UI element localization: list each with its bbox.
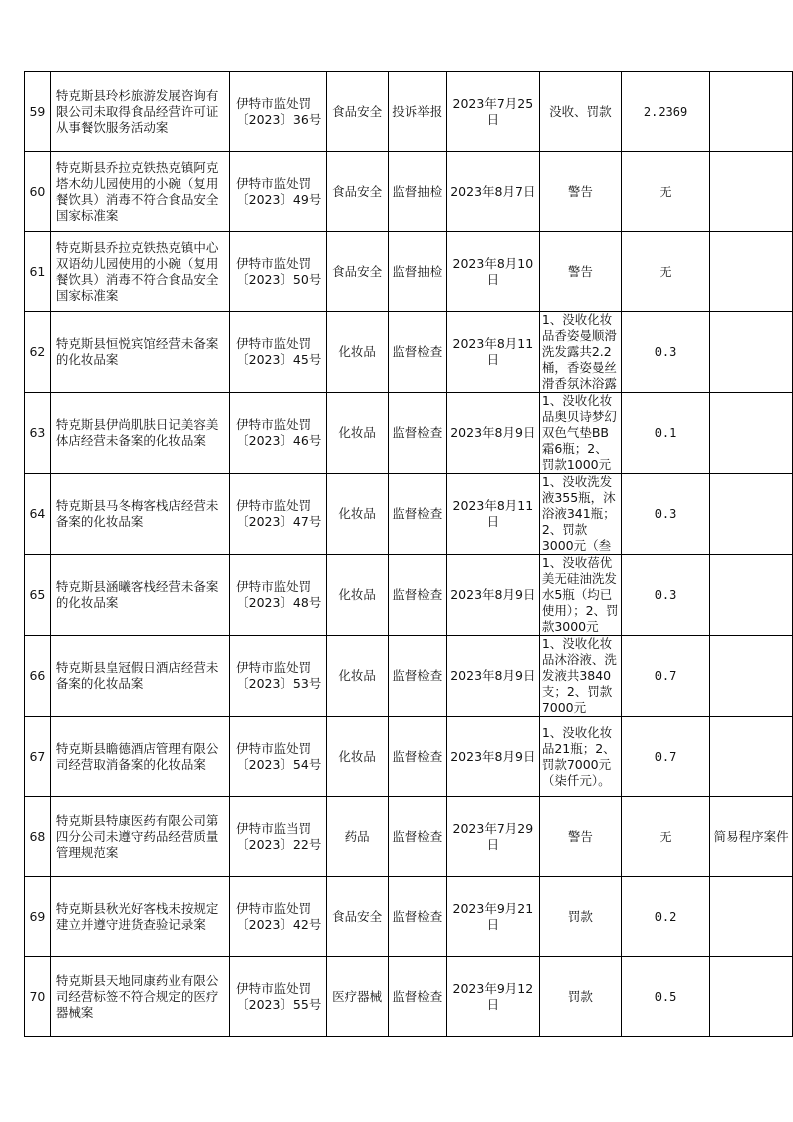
penalty-date-cell-text: 2023年8月9日 — [450, 748, 536, 764]
case-number-cell-text: 67 — [29, 748, 46, 764]
category-cell-text: 化妆品 — [338, 587, 376, 602]
case-number-cell-text: 64 — [29, 506, 46, 521]
remark-cell — [710, 797, 793, 877]
fine-amount-cell-text: 0.3 — [654, 507, 677, 521]
penalty-result-cell-text: 1、没收化妆品21瓶；2、罚款7000元（柒仟元）。 — [541, 724, 616, 788]
document-number-cell-text: 伊特市监处罚〔2023〕48号 — [236, 579, 322, 610]
penalty-date-cell — [446, 957, 539, 1037]
case-number-cell — [25, 877, 51, 957]
case-source-cell — [388, 474, 446, 555]
document-number-cell-text: 伊特市监处罚〔2023〕49号 — [236, 175, 322, 207]
penalty-date-cell — [446, 72, 539, 152]
case-name-cell — [50, 232, 229, 312]
case-name-cell-text: 特克斯县马冬梅客栈店经营未备案的化妆品案 — [55, 498, 219, 529]
case-number-cell-text: 59 — [29, 103, 46, 119]
category-cell — [326, 555, 388, 636]
penalty-result-cell-text: 警告 — [567, 183, 593, 199]
case-name-cell — [50, 312, 229, 393]
penalty-date-cell-text: 2023年7月29日 — [452, 820, 534, 852]
case-source-cell — [388, 152, 446, 232]
fine-amount-cell — [621, 797, 709, 877]
case-source-cell-text: 监督检查 — [392, 988, 443, 1004]
document-number-cell-text: 伊特市监处罚〔2023〕54号 — [236, 740, 322, 772]
case-source-cell-text: 监督检查 — [392, 828, 443, 844]
category-cell — [326, 72, 388, 152]
fine-amount-cell-text: 0.7 — [654, 669, 677, 683]
penalty-date-cell — [446, 877, 539, 957]
penalty-date-cell-text: 2023年8月9日 — [450, 425, 536, 440]
case-source-cell-text: 监督检查 — [392, 344, 443, 359]
category-cell — [326, 474, 388, 555]
case-number-cell — [25, 474, 51, 555]
penalty-result-cell — [539, 717, 621, 797]
case-source-cell — [388, 312, 446, 393]
document-number-cell — [230, 312, 326, 393]
fine-amount-cell — [621, 957, 709, 1037]
penalty-result-cell — [539, 636, 621, 717]
penalty-date-cell-text: 2023年9月12日 — [452, 980, 534, 1012]
penalty-date-cell — [446, 393, 539, 474]
remark-cell — [710, 152, 793, 232]
document-number-cell-text: 伊特市监处罚〔2023〕36号 — [236, 95, 322, 127]
penalty-date-cell-text: 2023年8月11日 — [452, 498, 534, 529]
fine-amount-cell-text: 2.2369 — [643, 104, 688, 119]
penalty-date-cell — [446, 797, 539, 877]
penalty-date-cell-text: 2023年9月21日 — [452, 900, 534, 932]
table-row — [25, 232, 793, 312]
case-name-cell — [50, 152, 229, 232]
case-name-cell-text: 特克斯县天地同康药业有限公司经营标签不符合规定的医疗器械案 — [55, 972, 219, 1020]
penalty-result-cell-text: 警告 — [567, 828, 593, 844]
table-row — [25, 717, 793, 797]
document-number-cell — [230, 717, 326, 797]
case-name-cell-text: 特克斯县乔拉克铁热克镇阿克塔木幼儿园使用的小碗（复用餐饮具）消毒不符合食品安全国家标准案 — [55, 159, 219, 223]
document-number-cell — [230, 957, 326, 1037]
penalty-date-cell-text: 2023年8月10日 — [452, 255, 534, 287]
category-cell-text: 食品安全 — [332, 263, 383, 279]
table-row — [25, 393, 793, 474]
case-source-cell-text: 监督检查 — [392, 908, 443, 924]
penalty-result-cell-text: 1、没收蓓优美无硅油洗发水5瓶（均已使用）；2、罚款3000元 — [541, 555, 619, 634]
case-source-cell — [388, 72, 446, 152]
fine-amount-cell-text: 0.7 — [654, 749, 677, 764]
penalty-date-cell-text: 2023年7月25日 — [452, 95, 534, 127]
case-source-cell — [388, 797, 446, 877]
penalty-result-cell-text: 1、没收化妆品奥贝诗梦幻双色气垫BB霜6瓶；2、罚款1000元 — [541, 393, 617, 472]
fine-amount-cell-text: 0.5 — [654, 989, 677, 1004]
category-cell — [326, 717, 388, 797]
penalty-result-cell — [539, 877, 621, 957]
penalty-date-cell — [446, 636, 539, 717]
case-number-cell-text: 62 — [29, 344, 46, 359]
case-source-cell-text: 监督抽检 — [392, 263, 443, 279]
case-name-cell — [50, 636, 229, 717]
case-source-cell-text: 监督检查 — [392, 587, 443, 602]
case-number-cell — [25, 636, 51, 717]
case-source-cell-text: 监督检查 — [392, 425, 443, 440]
category-cell-text: 化妆品 — [338, 748, 376, 764]
document-number-cell-text: 伊特市监处罚〔2023〕42号 — [236, 900, 322, 932]
fine-amount-cell — [621, 312, 709, 393]
remark-cell — [710, 877, 793, 957]
remark-cell — [710, 232, 793, 312]
fine-amount-cell-text: 无 — [659, 264, 672, 279]
case-name-cell-text: 特克斯县乔拉克铁热克镇中心双语幼儿园使用的小碗（复用餐饮具）消毒不符合食品安全国家标准案 — [55, 239, 219, 303]
case-name-cell — [50, 72, 229, 152]
case-number-cell-text: 60 — [29, 183, 46, 199]
case-number-cell — [25, 312, 51, 393]
fine-amount-cell — [621, 636, 709, 717]
table-row — [25, 152, 793, 232]
case-name-cell-text: 特克斯县瞻德酒店管理有限公司经营取消备案的化妆品案 — [55, 740, 219, 772]
case-source-cell-text: 投诉举报 — [392, 103, 443, 119]
case-number-cell — [25, 957, 51, 1037]
case-name-cell-text: 特克斯县恒悦宾馆经营未备案的化妆品案 — [55, 336, 219, 367]
category-cell-text: 食品安全 — [332, 103, 383, 119]
category-cell — [326, 636, 388, 717]
penalty-cases-table — [24, 71, 793, 1037]
penalty-date-cell-text: 2023年8月9日 — [450, 668, 536, 683]
case-number-cell — [25, 393, 51, 474]
remark-cell — [710, 717, 793, 797]
case-number-cell-text: 69 — [29, 908, 46, 924]
case-name-cell — [50, 797, 229, 877]
fine-amount-cell — [621, 555, 709, 636]
fine-amount-cell-text: 无 — [659, 184, 672, 199]
table-row — [25, 877, 793, 957]
fine-amount-cell-text: 无 — [659, 829, 672, 844]
case-name-cell — [50, 877, 229, 957]
document-number-cell-text: 伊特市监当罚〔2023〕22号 — [236, 820, 322, 852]
case-number-cell — [25, 555, 51, 636]
fine-amount-cell — [621, 717, 709, 797]
fine-amount-cell — [621, 232, 709, 312]
penalty-result-cell-text: 1、没收化妆品沐浴液、洗发液共3840支；2、罚款7000元 — [541, 636, 617, 715]
penalty-date-cell — [446, 717, 539, 797]
case-source-cell — [388, 636, 446, 717]
penalty-result-cell-text: 罚款 — [567, 908, 593, 924]
document-number-cell — [230, 152, 326, 232]
case-name-cell-text: 特克斯县皇冠假日酒店经营未备案的化妆品案 — [55, 660, 219, 691]
penalty-date-cell — [446, 555, 539, 636]
penalty-date-cell-text: 2023年8月9日 — [450, 587, 536, 602]
case-number-cell — [25, 797, 51, 877]
document-number-cell-text: 伊特市监处罚〔2023〕50号 — [236, 255, 322, 287]
case-number-cell-text: 68 — [29, 828, 46, 844]
document-number-cell — [230, 232, 326, 312]
document-number-cell-text: 伊特市监处罚〔2023〕55号 — [236, 980, 322, 1012]
remark-cell — [710, 636, 793, 717]
penalty-result-cell — [539, 393, 621, 474]
penalty-date-cell — [446, 474, 539, 555]
remark-cell — [710, 474, 793, 555]
category-cell — [326, 152, 388, 232]
document-number-cell — [230, 393, 326, 474]
category-cell — [326, 393, 388, 474]
remark-cell — [710, 312, 793, 393]
category-cell-text: 化妆品 — [338, 668, 376, 683]
penalty-result-cell — [539, 797, 621, 877]
penalty-result-cell-text: 罚款 — [567, 988, 593, 1004]
category-cell-text: 化妆品 — [338, 506, 376, 521]
case-source-cell — [388, 957, 446, 1037]
table-row — [25, 636, 793, 717]
case-name-cell-text: 特克斯县特康医药有限公司第四分公司未遵守药品经营质量管理规范案 — [55, 812, 219, 860]
case-source-cell — [388, 232, 446, 312]
case-number-cell-text: 63 — [29, 425, 46, 440]
fine-amount-cell-text: 0.2 — [654, 909, 677, 924]
case-source-cell — [388, 555, 446, 636]
penalty-date-cell — [446, 312, 539, 393]
category-cell — [326, 797, 388, 877]
penalty-result-cell — [539, 312, 621, 393]
case-name-cell — [50, 555, 229, 636]
document-number-cell — [230, 797, 326, 877]
fine-amount-cell — [621, 877, 709, 957]
category-cell — [326, 312, 388, 393]
document-number-cell-text: 伊特市监处罚〔2023〕47号 — [236, 498, 322, 529]
category-cell-text: 医疗器械 — [332, 988, 383, 1004]
category-cell — [326, 957, 388, 1037]
category-cell-text: 药品 — [344, 828, 370, 844]
document-number-cell — [230, 555, 326, 636]
category-cell-text: 化妆品 — [338, 344, 376, 359]
penalty-result-cell — [539, 232, 621, 312]
case-source-cell — [388, 393, 446, 474]
penalty-result-cell-text: 警告 — [567, 263, 593, 279]
category-cell-text: 食品安全 — [332, 908, 383, 924]
fine-amount-cell — [621, 474, 709, 555]
penalty-date-cell — [446, 232, 539, 312]
fine-amount-cell — [621, 393, 709, 474]
document-number-cell-text: 伊特市监处罚〔2023〕45号 — [236, 336, 322, 367]
case-name-cell — [50, 393, 229, 474]
document-number-cell — [230, 636, 326, 717]
document-number-cell-text: 伊特市监处罚〔2023〕53号 — [236, 660, 322, 691]
fine-amount-cell-text: 0.3 — [654, 345, 677, 359]
case-number-cell-text: 65 — [29, 587, 46, 602]
penalty-result-cell — [539, 555, 621, 636]
penalty-result-cell-text: 1、没收化妆品香姿曼顺滑洗发露共2.2桶，香姿曼丝滑香氛沐浴露 — [541, 312, 617, 391]
case-name-cell — [50, 717, 229, 797]
remark-cell — [710, 957, 793, 1037]
case-number-cell — [25, 152, 51, 232]
table-row — [25, 797, 793, 877]
category-cell-text: 食品安全 — [332, 183, 383, 199]
case-name-cell-text: 特克斯县秋光好客栈未按规定建立并遵守进货查验记录案 — [55, 900, 219, 932]
penalty-result-cell — [539, 474, 621, 555]
remark-cell — [710, 555, 793, 636]
fine-amount-cell — [621, 72, 709, 152]
remark-cell — [710, 393, 793, 474]
case-source-cell — [388, 877, 446, 957]
document-number-cell — [230, 474, 326, 555]
case-name-cell-text: 特克斯县涵曦客栈经营未备案的化妆品案 — [55, 579, 219, 610]
case-number-cell-text: 61 — [29, 263, 46, 279]
case-number-cell — [25, 717, 51, 797]
case-name-cell — [50, 474, 229, 555]
case-number-cell — [25, 232, 51, 312]
document-number-cell — [230, 877, 326, 957]
table-row — [25, 72, 793, 152]
case-number-cell — [25, 72, 51, 152]
case-source-cell — [388, 717, 446, 797]
case-name-cell — [50, 957, 229, 1037]
penalty-result-cell-text: 1、没收洗发液355瓶，沐浴液341瓶；2、罚款3000元（叁 — [541, 474, 616, 553]
penalty-result-cell — [539, 152, 621, 232]
case-source-cell-text: 监督检查 — [392, 748, 443, 764]
category-cell — [326, 877, 388, 957]
fine-amount-cell-text: 0.3 — [654, 588, 677, 602]
fine-amount-cell — [621, 152, 709, 232]
category-cell-text: 化妆品 — [338, 425, 376, 440]
case-source-cell-text: 监督检查 — [392, 506, 443, 521]
remark-cell-text: 简易程序案件 — [713, 828, 789, 844]
case-source-cell-text: 监督抽检 — [392, 183, 443, 199]
table-row — [25, 957, 793, 1037]
table-row — [25, 312, 793, 393]
case-number-cell-text: 66 — [29, 668, 46, 683]
document-number-cell — [230, 72, 326, 152]
fine-amount-cell-text: 0.1 — [654, 426, 677, 440]
case-name-cell-text: 特克斯县伊尚肌肤日记美容美体店经营未备案的化妆品案 — [55, 417, 219, 448]
case-name-cell-text: 特克斯县玲杉旅游发展咨询有限公司未取得食品经营许可证从事餐饮服务活动案 — [55, 87, 219, 135]
penalty-result-cell — [539, 72, 621, 152]
penalty-result-cell-text: 没收、罚款 — [549, 103, 612, 119]
table-row — [25, 555, 793, 636]
penalty-result-cell — [539, 957, 621, 1037]
penalty-date-cell-text: 2023年8月11日 — [452, 336, 534, 367]
penalty-date-cell-text: 2023年8月7日 — [450, 183, 536, 199]
remark-cell — [710, 72, 793, 152]
document-number-cell-text: 伊特市监处罚〔2023〕46号 — [236, 417, 322, 448]
case-number-cell-text: 70 — [29, 988, 46, 1004]
table-row — [25, 474, 793, 555]
case-source-cell-text: 监督检查 — [392, 668, 443, 683]
penalty-date-cell — [446, 152, 539, 232]
category-cell — [326, 232, 388, 312]
